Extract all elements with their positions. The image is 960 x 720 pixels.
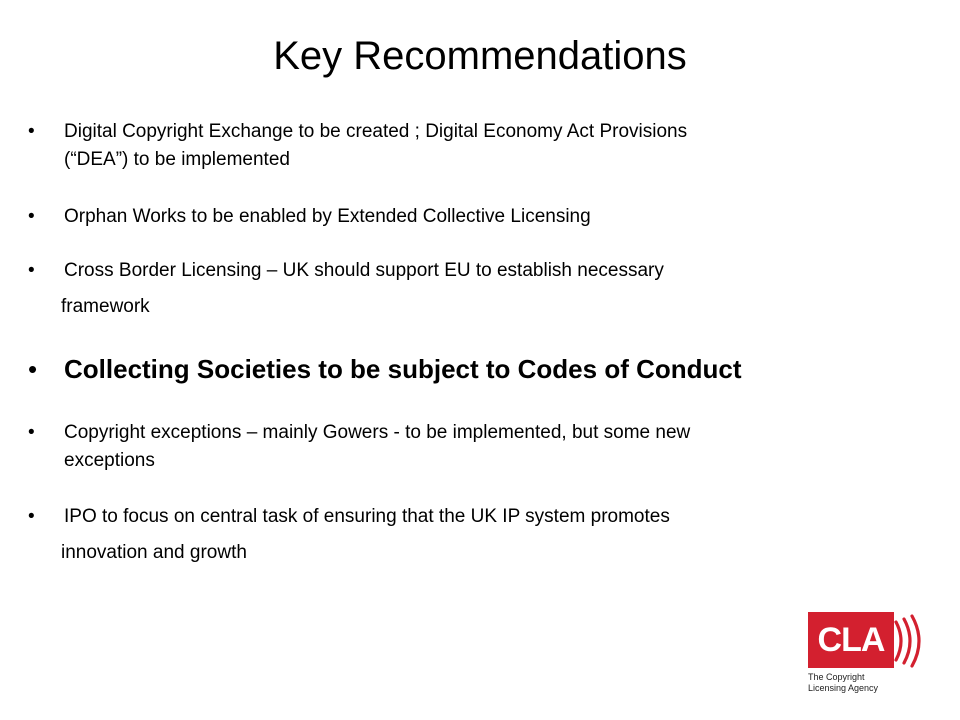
bullet-marker: • (28, 260, 35, 281)
bullet-text: Cross Border Licensing – UK should support EU to establish necessary (64, 260, 664, 281)
bullet-marker: • (28, 422, 35, 443)
bullet-marker: • (28, 121, 35, 142)
bullet-marker: • (28, 506, 35, 527)
bullet-marker: • (28, 206, 35, 227)
bullet-text: Orphan Works to be enabled by Extended Collective Licensing (64, 206, 591, 227)
list-item (28, 419, 888, 475)
logo-caption (808, 672, 928, 694)
bullet-text-continued: framework (61, 296, 150, 317)
logo-caption-line: The Copyright (808, 672, 865, 682)
list-item (28, 503, 888, 567)
logo-wordmark: CLA (808, 612, 894, 668)
bullet-text-continued: innovation and growth (61, 542, 247, 563)
list-item (28, 203, 888, 231)
sound-wave-arcs-icon (892, 614, 928, 668)
list-item (28, 257, 888, 321)
bullet-text: Copyright exceptions – mainly Gowers - to be implemented, but some new (64, 422, 691, 443)
bullet-text: Digital Copyright Exchange to be created ; Digital Economy Act Provisions (64, 121, 688, 142)
bullet-text-continued: (“DEA”) to be implemented (64, 149, 290, 170)
bullet-text: Collecting Societies to be subject to Codes of Conduct (64, 354, 742, 384)
bullet-text: IPO to focus on central task of ensuring that the UK IP system promotes (64, 506, 670, 527)
cla-logo (808, 612, 928, 698)
logo-caption-line: Licensing Agency (808, 683, 879, 693)
list-item (28, 118, 888, 174)
slide-title: Key Recommendations (273, 34, 687, 78)
list-item-emphasized (28, 352, 888, 386)
bullet-text-continued: exceptions (64, 450, 155, 471)
bullet-marker: • (28, 354, 38, 384)
